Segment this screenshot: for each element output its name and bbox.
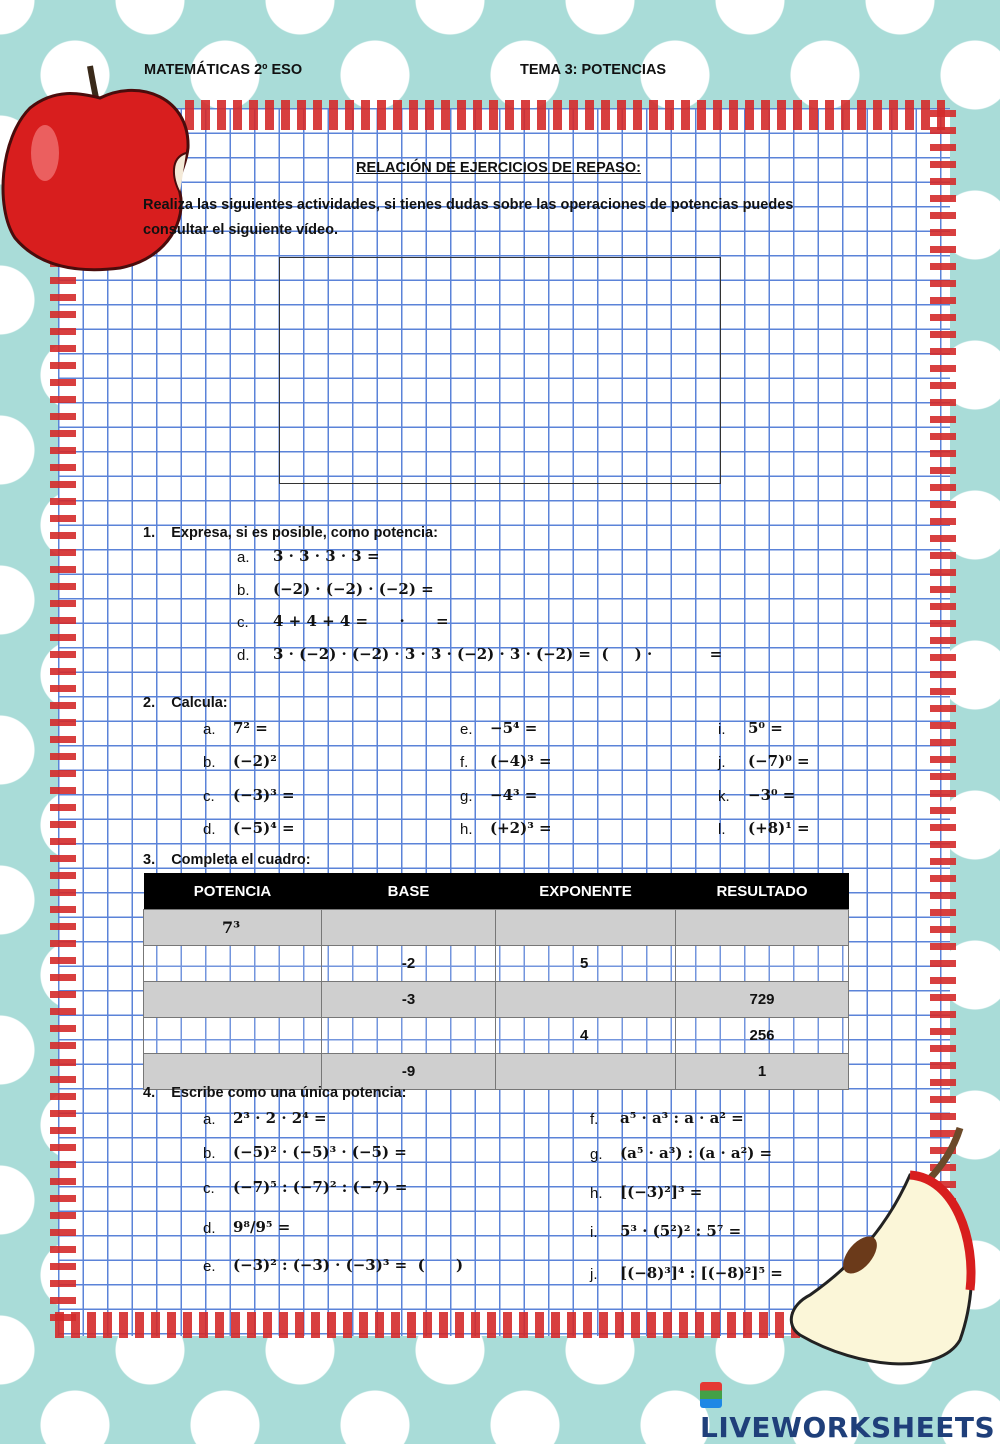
- logo-badge-icon: [700, 1382, 722, 1408]
- table-cell[interactable]: 729: [676, 982, 849, 1018]
- table-cell[interactable]: [144, 1018, 322, 1054]
- intro-text-line1: Realiza las siguientes actividades, si tienes dudas sobre las operaciones de potencias puedes: [143, 197, 794, 213]
- col-header-base: BASE: [322, 873, 496, 910]
- table-cell[interactable]: 4: [496, 1018, 676, 1054]
- ex4-label-b: b.: [203, 1145, 216, 1162]
- table-row: [144, 946, 849, 982]
- ex4-expr-j: [(−8)³]⁴ : [(−8)²]⁵ =: [620, 1264, 783, 1282]
- ex4-label-d: d.: [203, 1220, 216, 1237]
- table-cell[interactable]: [496, 1054, 676, 1090]
- ex2-expr-h: (+2)³ =: [490, 819, 552, 837]
- ex1-heading: 1. Expresa, si es posible, como potencia:: [143, 525, 438, 541]
- ex1-expr-d: 3 · (−2) · (−2) · 3 · 3 · (−2) · 3 · (−2) = ( ) · =: [273, 645, 723, 663]
- ex4-label-e: e.: [203, 1258, 216, 1275]
- ex4-expr-a: 2³ · 2 · 2⁴ =: [233, 1109, 327, 1127]
- ex4-expr-d: 9⁸/9⁵ =: [233, 1218, 291, 1236]
- page-title: RELACIÓN DE EJERCICIOS DE REPASO:: [356, 160, 641, 176]
- logo-text: LIVEWORKSHEETS: [700, 1411, 996, 1444]
- table-header-row: [144, 873, 849, 910]
- table-cell[interactable]: [496, 982, 676, 1018]
- ex4-heading: 4. Escribe como una única potencia:: [143, 1085, 407, 1101]
- table-row: [144, 982, 849, 1018]
- table-cell[interactable]: -2: [322, 946, 496, 982]
- ex2-expr-i: 5⁰ =: [748, 719, 783, 737]
- table-cell[interactable]: 256: [676, 1018, 849, 1054]
- liveworksheets-logo: [700, 1378, 1000, 1444]
- ex2-expr-j: (−7)⁰ =: [748, 752, 810, 770]
- table-cell[interactable]: 1: [676, 1054, 849, 1090]
- intro-text-line2: consultar el siguiente vídeo.: [143, 222, 338, 238]
- ex1-label-c: c.: [237, 614, 249, 631]
- ex2-label-l: l.: [718, 821, 726, 838]
- ex4-expr-f: a⁵ · a³ : a · a² =: [620, 1109, 744, 1127]
- table-cell[interactable]: 5: [496, 946, 676, 982]
- table-cell[interactable]: -3: [322, 982, 496, 1018]
- ex1-label-a: a.: [237, 549, 250, 566]
- ex2-expr-c: (−3)³ =: [233, 786, 295, 804]
- table-row: [144, 910, 849, 946]
- ex2-heading: 2. Calcula:: [143, 695, 228, 711]
- col-header-exponente: EXPONENTE: [496, 873, 676, 910]
- apple-illustration: [0, 58, 200, 273]
- ex2-expr-b: (−2)²: [233, 752, 277, 770]
- ex4-label-i: i.: [590, 1224, 598, 1241]
- ex1-expr-b: (−2) · (−2) · (−2) =: [273, 580, 434, 598]
- ex4-label-c: c.: [203, 1180, 215, 1197]
- table-cell[interactable]: [144, 982, 322, 1018]
- ex2-label-d: d.: [203, 821, 216, 838]
- ex4-expr-b: (−5)² · (−5)³ · (−5) =: [233, 1143, 407, 1161]
- ex2-expr-f: (−4)³ =: [490, 752, 552, 770]
- ex1-expr-c: 4 + 4 + 4 = · =: [273, 612, 449, 630]
- ex4-label-a: a.: [203, 1111, 216, 1128]
- ex4-expr-i: 5³ · (5²)² : 5⁷ =: [620, 1222, 742, 1240]
- apple-slice-illustration: [780, 1120, 980, 1380]
- table-row: [144, 1018, 849, 1054]
- ex2-label-f: f.: [460, 754, 469, 771]
- ex3-heading: 3. Completa el cuadro:: [143, 852, 311, 868]
- table-cell[interactable]: 7³: [144, 910, 322, 946]
- ex1-label-b: b.: [237, 582, 250, 599]
- ex2-label-a: a.: [203, 721, 216, 738]
- video-embed[interactable]: [279, 257, 721, 484]
- ex4-expr-g: (a⁵ · a³) : (a · a²) =: [620, 1144, 773, 1162]
- ex2-expr-l: (+8)¹ =: [748, 819, 810, 837]
- ex4-label-g: g.: [590, 1146, 603, 1163]
- ex2-label-e: e.: [460, 721, 473, 738]
- ex2-expr-g: −4³ =: [490, 786, 538, 804]
- ex4-label-j: j.: [590, 1266, 598, 1283]
- table-cell[interactable]: [144, 946, 322, 982]
- ex2-label-c: c.: [203, 788, 215, 805]
- col-header-resultado: RESULTADO: [676, 873, 849, 910]
- ex1-expr-a: 3 · 3 · 3 · 3 =: [273, 547, 380, 565]
- ex4-label-h: h.: [590, 1185, 603, 1202]
- col-header-potencia: POTENCIA: [144, 873, 322, 910]
- table-cell[interactable]: [676, 910, 849, 946]
- ex2-label-j: j.: [718, 754, 726, 771]
- table-cell[interactable]: [322, 1018, 496, 1054]
- ex2-expr-e: −5⁴ =: [490, 719, 538, 737]
- table-cell[interactable]: [676, 946, 849, 982]
- ex2-label-g: g.: [460, 788, 473, 805]
- table-cell[interactable]: [496, 910, 676, 946]
- header-subject: MATEMÁTICAS 2º ESO: [144, 62, 303, 78]
- ex2-expr-k: −3⁰ =: [748, 786, 796, 804]
- table-cell[interactable]: -9: [322, 1054, 496, 1090]
- powers-table: [143, 873, 849, 1090]
- ex4-expr-e: (−3)² : (−3) · (−3)³ = ( ): [233, 1256, 464, 1274]
- header-topic: TEMA 3: POTENCIAS: [520, 62, 667, 78]
- ex4-expr-c: (−7)⁵ : (−7)² : (−7) =: [233, 1178, 408, 1196]
- ex4-label-f: f.: [590, 1111, 599, 1128]
- ex2-label-i: i.: [718, 721, 726, 738]
- ex2-expr-a: 7² =: [233, 719, 268, 737]
- table-cell[interactable]: [322, 910, 496, 946]
- ex2-label-h: h.: [460, 821, 473, 838]
- ex2-label-b: b.: [203, 754, 216, 771]
- ex2-expr-d: (−5)⁴ =: [233, 819, 295, 837]
- ex2-label-k: k.: [718, 788, 730, 805]
- ex4-expr-h: [(−3)²]³ =: [620, 1183, 703, 1201]
- ex1-label-d: d.: [237, 647, 250, 664]
